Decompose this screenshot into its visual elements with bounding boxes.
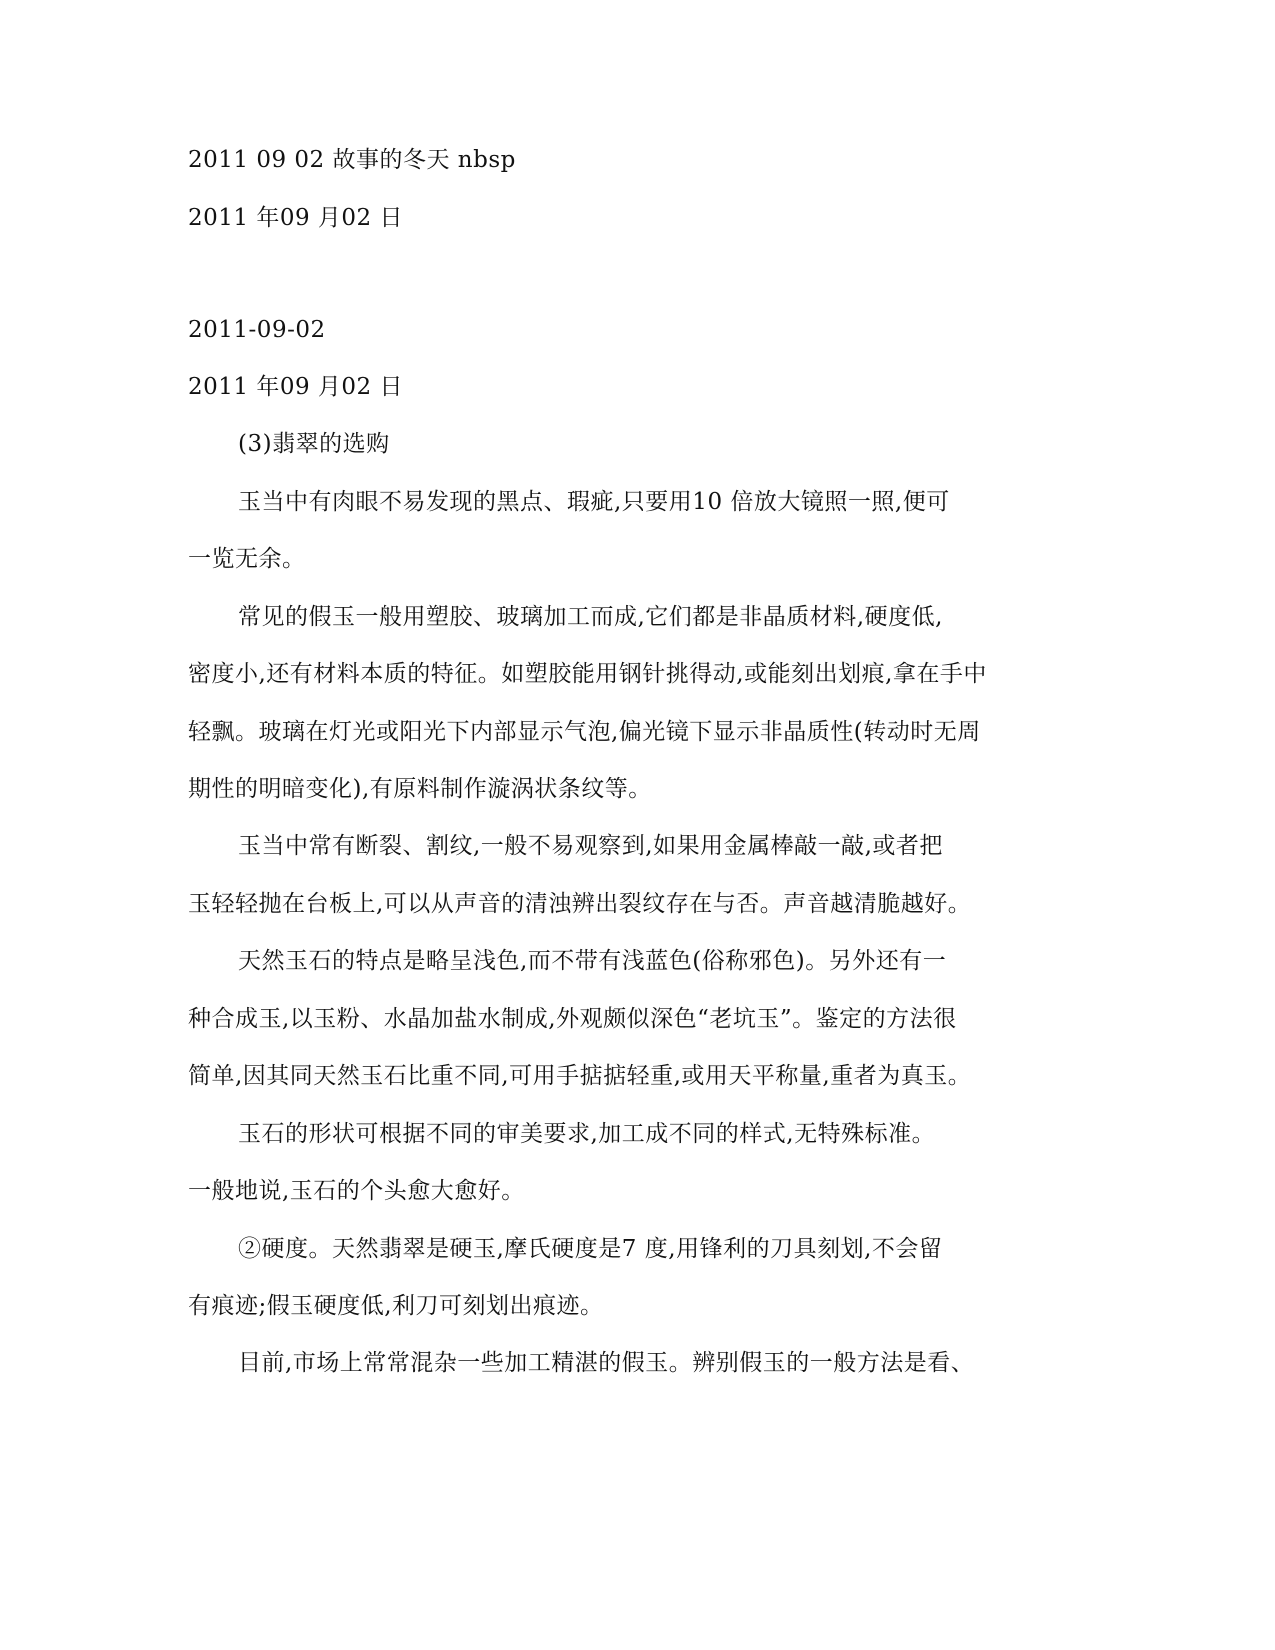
article-line: 简单,因其同天然玉石比重不同,可用手掂掂轻重,或用天平称量,重者为真玉。 xyxy=(188,1063,972,1089)
article-line: 玉轻轻抛在台板上,可以从声音的清浊辨出裂纹存在与否。声音越清脆越好。 xyxy=(188,891,972,917)
article-line: 一览无余。 xyxy=(188,546,306,572)
article-line: 玉当中有肉眼不易发现的黑点、瑕疵,只要用10 倍放大镜照一照,便可 xyxy=(238,489,950,515)
article-line: 一般地说,玉石的个头愈大愈好。 xyxy=(188,1178,525,1204)
article-line: 玉当中常有断裂、割纹,一般不易观察到,如果用金属棒敲一敲,或者把 xyxy=(238,833,943,859)
article-line: 目前,市场上常常混杂一些加工精湛的假玉。辨别假玉的一般方法是看、 xyxy=(238,1350,975,1376)
header-title-line: 2011 09 02 故事的冬天 nbsp xyxy=(188,147,516,173)
article-line: ②硬度。天然翡翠是硬玉,摩氏硬度是7 度,用锋利的刀具刻划,不会留 xyxy=(238,1236,943,1262)
article-line: 种合成玉,以玉粉、水晶加盐水制成,外观颇似深色“老坑玉”。鉴定的方法很 xyxy=(188,1006,957,1032)
article-line: 密度小,还有材料本质的特征。如塑胶能用钢针挑得动,或能刻出划痕,拿在手中 xyxy=(188,661,987,687)
header-date-iso: 2011-09-02 xyxy=(188,317,326,343)
header-date-cn-1: 2011 年09 月02 日 xyxy=(188,205,403,231)
article-line: 期性的明暗变化),有原料制作漩涡状条纹等。 xyxy=(188,776,652,802)
header-date-cn-2: 2011 年09 月02 日 xyxy=(188,374,403,400)
article-line: 轻飘。玻璃在灯光或阳光下内部显示气泡,偏光镜下显示非晶质性(转动时无周 xyxy=(188,719,981,745)
article-line: 常见的假玉一般用塑胶、玻璃加工而成,它们都是非晶质材料,硬度低, xyxy=(238,604,943,630)
section-heading: (3)翡翠的选购 xyxy=(238,431,390,457)
article-line: 玉石的形状可根据不同的审美要求,加工成不同的样式,无特殊标准。 xyxy=(238,1121,936,1147)
article-line: 有痕迹;假玉硬度低,利刀可刻划出痕迹。 xyxy=(188,1293,604,1319)
article-line: 天然玉石的特点是略呈浅色,而不带有浅蓝色(俗称邪色)。另外还有一 xyxy=(238,948,947,974)
